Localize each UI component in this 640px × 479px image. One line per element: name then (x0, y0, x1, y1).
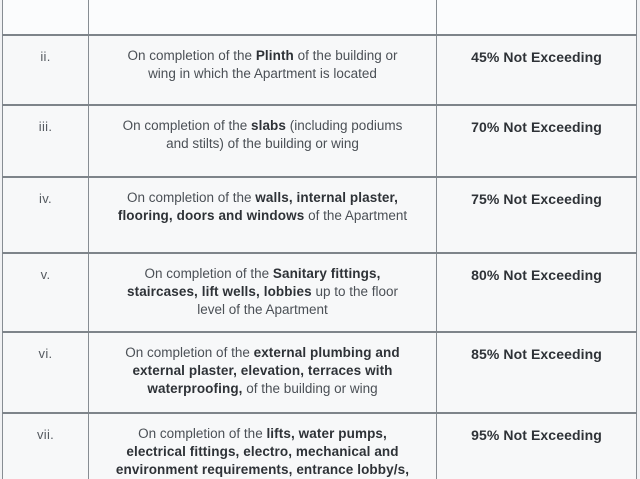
percentage-cell: 80% Not Exceeding (437, 253, 637, 332)
milestone-cell (89, 35, 437, 105)
milestone-cell (89, 253, 437, 332)
serial-cell: iii. (3, 105, 89, 177)
serial-cell: vi. (3, 332, 89, 413)
milestone-text-bold: lifts, water pumps, electrical fittings, electro, mechanical and environment requirements, entrance lobby/s, (115, 426, 410, 477)
milestone-text: On completion of the (125, 345, 254, 360)
milestone-text: up to the floor level of the Apartment (197, 284, 398, 317)
milestone-cell (89, 177, 437, 253)
milestone-text-bold: Plinth (255, 48, 294, 63)
milestone-text: On completion of the (144, 266, 273, 281)
table-row (3, 253, 637, 332)
percentage-cell: 95% Not Exceeding (437, 413, 637, 479)
serial-cell: ii. (3, 35, 89, 105)
table-row (3, 0, 637, 35)
milestone-text: of the building or wing in which the Apartment is located (148, 48, 398, 81)
milestone-text-bold: walls, internal plaster, flooring, doors and windows (117, 190, 399, 223)
milestone-cell (89, 332, 437, 413)
milestone-text-bold: external plumbing and external plaster, elevation, terraces with waterproofing, (132, 345, 400, 396)
payment-schedule-table (2, 0, 637, 479)
payment-schedule-body (3, 0, 637, 479)
milestone-text: On completion of the (138, 426, 267, 441)
table-row (3, 413, 637, 479)
milestone-cell (89, 413, 437, 479)
percentage-cell: 45% Not Exceeding (437, 35, 637, 105)
table-row (3, 35, 637, 105)
serial-cell: iv. (3, 177, 89, 253)
percentage-cell: 85% Not Exceeding (437, 332, 637, 413)
milestone-text: On completion of the (127, 48, 256, 63)
percentage-cell: 70% Not Exceeding (437, 105, 637, 177)
milestone-text-bold: Sanitary fittings, staircases, lift wells, lobbies (127, 266, 381, 299)
serial-cell: vii. (3, 413, 89, 479)
milestone-text: On completion of the (126, 190, 256, 205)
milestone-text: of the Apartment (304, 208, 408, 223)
table-row (3, 332, 637, 413)
milestone-cell (89, 0, 437, 35)
milestone-text-bold: slabs (250, 118, 287, 133)
table-row (3, 177, 637, 253)
serial-cell: v. (3, 253, 89, 332)
serial-cell (3, 0, 89, 35)
percentage-cell: 75% Not Exceeding (437, 177, 637, 253)
milestone-text: On completion of the (122, 118, 251, 133)
milestone-text: of the building or wing (242, 381, 378, 396)
table-row (3, 105, 637, 177)
milestone-cell (89, 105, 437, 177)
percentage-cell (437, 0, 637, 35)
milestone-text: (including podiums and stilts) of the building or wing (166, 118, 403, 151)
